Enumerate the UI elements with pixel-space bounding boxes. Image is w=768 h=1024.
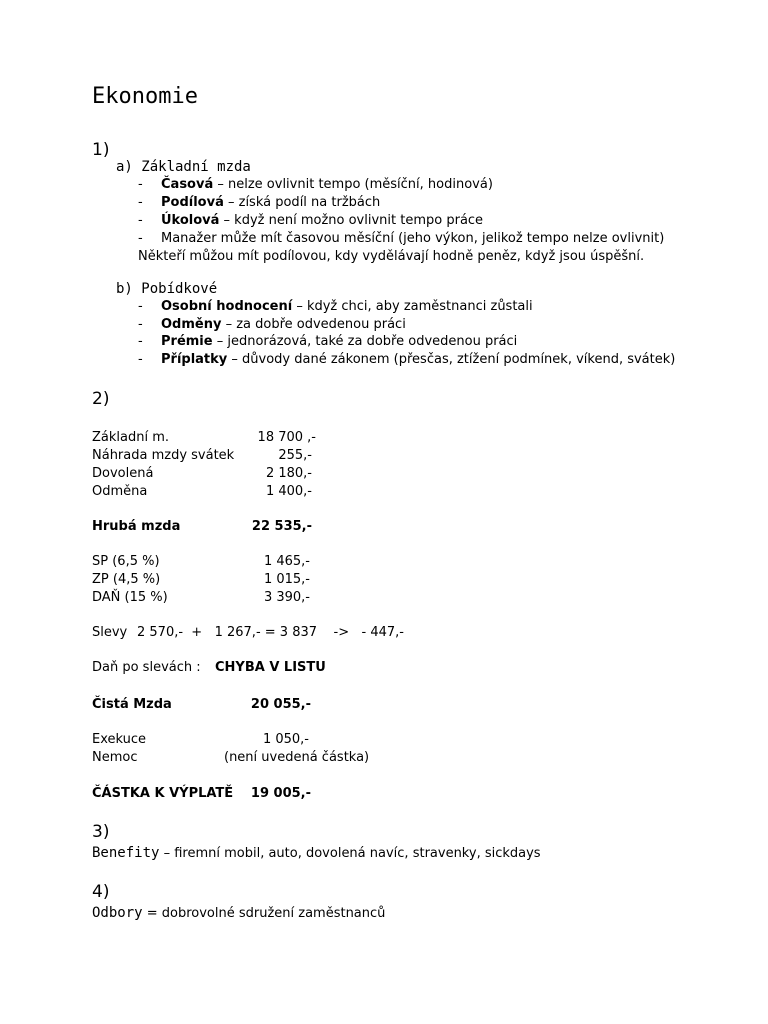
deduction-value: 1 015,-	[263, 572, 310, 587]
page-title: Ekonomie	[92, 84, 198, 109]
unions-line: Odbory = dobrovolné sdružení zaměstnanců	[92, 905, 386, 921]
subsection-b-label: b) Pobídkové	[116, 281, 218, 297]
bullet: -	[138, 195, 143, 210]
deduction-label: SP (6,5 %)	[92, 554, 160, 569]
sickness-label: Nemoc	[92, 750, 138, 765]
tax-after-discounts-label: Daň po slevách :	[92, 660, 201, 675]
section-4-number: 4)	[92, 882, 110, 902]
net-wage-value: 20 055,-	[250, 697, 311, 712]
wage-row-value: 18 700 ,-	[257, 430, 316, 445]
execution-value: 1 050,-	[262, 732, 309, 747]
list-item: Manažer může mít časovou měsíční (jeho výkon, jelikož tempo nelze ovlivnit)	[161, 231, 665, 246]
deduction-label: DAŇ (15 %)	[92, 590, 168, 605]
deduction-value: 3 390,-	[263, 590, 310, 605]
list-note: Někteří můžou mít podílovou, kdy vydělávají hodně peněz, když jsou úspěšní.	[138, 249, 645, 264]
section-3-number: 3)	[92, 822, 110, 842]
subsection-a-label: a) Základní mzda	[116, 159, 251, 175]
list-item: Odměny – za dobře odvedenou práci	[161, 317, 406, 332]
list-item: Podílová – získá podíl na tržbách	[161, 195, 381, 210]
bullet: -	[138, 177, 143, 192]
bullet: -	[138, 334, 143, 349]
wage-row-label: Náhrada mzdy svátek	[92, 448, 235, 463]
sickness-value: (není uvedená částka)	[224, 750, 370, 765]
wage-row-label: Odměna	[92, 484, 148, 499]
section-2-number: 2)	[92, 389, 110, 409]
gross-wage-label: Hrubá mzda	[92, 519, 181, 534]
wage-row-label: Dovolená	[92, 466, 154, 481]
payout-value: 19 005,-	[250, 786, 311, 801]
section-1-number: 1)	[92, 140, 110, 160]
list-item: Osobní hodnocení – když chci, aby zaměstnanci zůstali	[161, 299, 533, 314]
tax-after-discounts-value: CHYBA V LISTU	[215, 660, 326, 675]
list-item: Prémie – jednorázová, také za dobře odvedenou práci	[161, 334, 518, 349]
bullet: -	[138, 231, 143, 246]
list-item: Příplatky – důvody dané zákonem (přesčas, ztížení podmínek, víkend, svátek)	[161, 352, 676, 367]
deduction-label: ZP (4,5 %)	[92, 572, 161, 587]
deduction-value: 1 465,-	[263, 554, 310, 569]
wage-row-value: 255,-	[278, 448, 312, 463]
gross-wage-value: 22 535,-	[251, 519, 312, 534]
net-wage-label: Čistá Mzda	[92, 697, 172, 712]
bullet: -	[138, 352, 143, 367]
list-item: Úkolová – když není možno ovlivnit tempo práce	[161, 213, 484, 228]
execution-label: Exekuce	[92, 732, 147, 747]
discounts-calculation: 2 570,- + 1 267,- = 3 837 -> - 447,-	[137, 625, 404, 640]
benefits-line: Benefity – firemní mobil, auto, dovolená navíc, stravenky, sickdays	[92, 845, 541, 861]
wage-row-value: 1 400,-	[265, 484, 312, 499]
wage-row-label: Základní m.	[92, 430, 170, 445]
bullet: -	[138, 299, 143, 314]
payout-label: ČÁSTKA K VÝPLATĚ	[92, 786, 234, 801]
list-item: Časová – nelze ovlivnit tempo (měsíční, hodinová)	[161, 177, 493, 192]
bullet: -	[138, 213, 143, 228]
wage-row-value: 2 180,-	[265, 466, 312, 481]
bullet: -	[138, 317, 143, 332]
discounts-label: Slevy	[92, 625, 128, 640]
